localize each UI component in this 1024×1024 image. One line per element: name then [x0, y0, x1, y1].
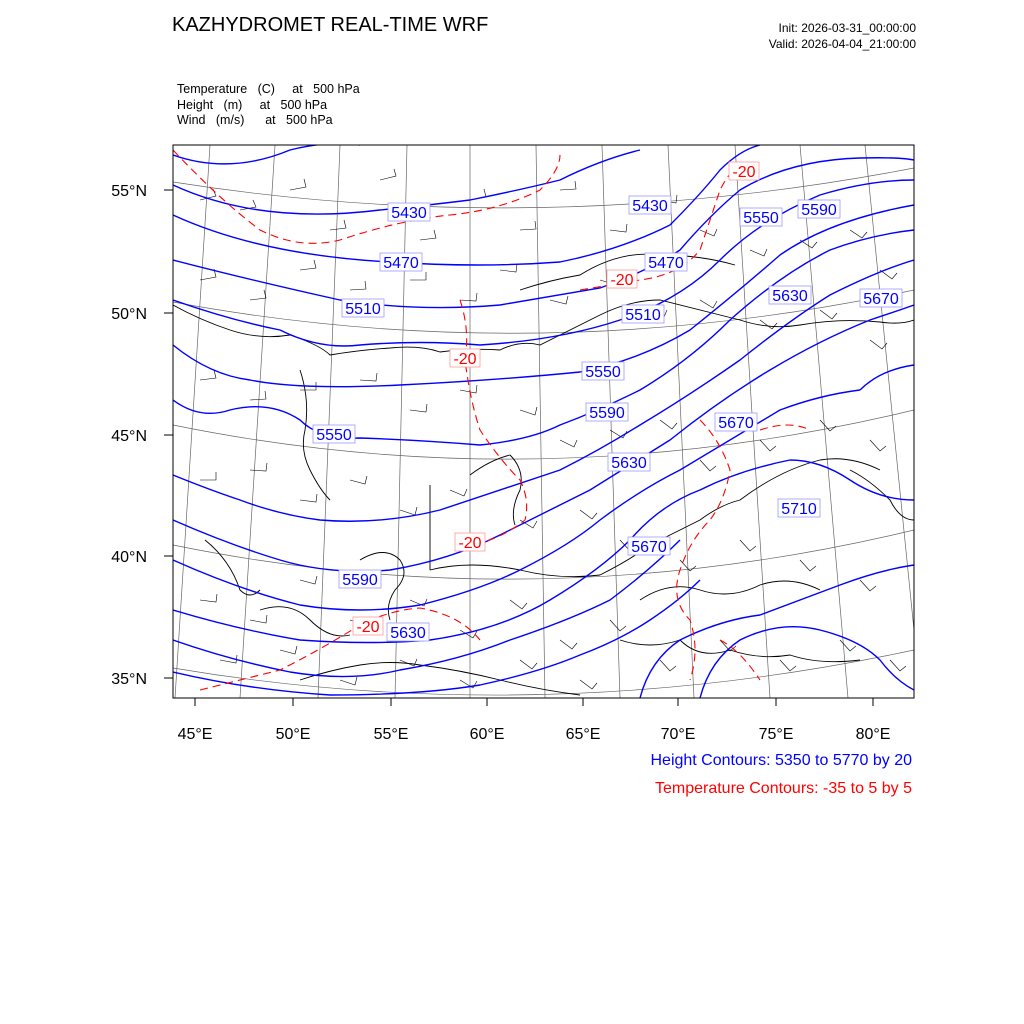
height-label	[628, 537, 670, 556]
svg-text:5550: 5550	[743, 210, 779, 227]
lat-label: 50°N	[111, 306, 147, 323]
svg-text:5430: 5430	[632, 198, 668, 215]
lon-label: 55°E	[373, 726, 409, 743]
height-label	[586, 403, 628, 422]
init-time: Init: 2026-03-31_00:00:00	[778, 21, 916, 35]
svg-text:5550: 5550	[316, 427, 352, 444]
temperature-label	[455, 533, 485, 552]
svg-text:5590: 5590	[342, 572, 378, 589]
lon-label: 80°E	[855, 726, 891, 743]
svg-text:5670: 5670	[718, 415, 754, 432]
height-label	[798, 200, 840, 219]
height-contour-legend: Height Contours: 5350 to 5770 by 20	[650, 752, 912, 769]
temperature-label	[353, 617, 383, 636]
temperature-label	[729, 162, 759, 181]
field-wind: Wind (m/s) at 500 hPa	[177, 113, 333, 127]
height-label	[645, 253, 687, 272]
lon-ticks	[195, 698, 873, 706]
lon-label: 60°E	[469, 726, 505, 743]
lon-label: 75°E	[758, 726, 794, 743]
temperature-contour-legend: Temperature Contours: -35 to 5 by 5	[654, 780, 912, 797]
valid-time: Valid: 2026-04-04_21:00:00	[768, 37, 916, 51]
svg-text:5630: 5630	[390, 625, 426, 642]
lat-label: 40°N	[111, 549, 147, 566]
svg-text:5710: 5710	[781, 501, 817, 518]
svg-text:5470: 5470	[648, 255, 684, 272]
lon-label: 50°E	[275, 726, 311, 743]
field-height: Height (m) at 500 hPa	[177, 97, 328, 112]
height-label	[715, 413, 757, 432]
lat-label: 45°N	[111, 428, 147, 445]
temperature-contours	[173, 150, 810, 690]
height-label	[629, 196, 671, 215]
map-content	[173, 143, 915, 698]
svg-text:5670: 5670	[631, 539, 667, 556]
height-label	[380, 253, 422, 272]
temperature-label	[607, 270, 637, 289]
svg-text:5630: 5630	[611, 455, 647, 472]
svg-text:5630: 5630	[772, 288, 808, 305]
lon-label: 65°E	[565, 726, 601, 743]
lon-label: 45°E	[177, 726, 213, 743]
height-label	[608, 453, 650, 472]
svg-text:5590: 5590	[589, 405, 625, 422]
height-label	[622, 305, 664, 324]
svg-text:5590: 5590	[801, 202, 837, 219]
height-label	[769, 286, 811, 305]
svg-text:5550: 5550	[585, 364, 621, 381]
svg-text:5510: 5510	[345, 301, 381, 318]
lon-label: 70°E	[660, 726, 696, 743]
height-label	[342, 299, 384, 318]
height-label	[582, 362, 624, 381]
svg-text:5430: 5430	[391, 205, 427, 222]
height-label	[388, 203, 430, 222]
height-label	[778, 499, 820, 518]
chart-title: KAZHYDROMET REAL-TIME WRF	[172, 14, 489, 36]
svg-text:-20: -20	[453, 351, 477, 368]
height-label	[387, 623, 429, 642]
field-temperature: Temperature (C) at 500 hPa	[177, 82, 360, 96]
height-label	[860, 289, 902, 308]
svg-text:-20: -20	[732, 164, 756, 181]
svg-text:-20: -20	[610, 272, 634, 289]
lat-ticks	[164, 190, 173, 678]
svg-text:-20: -20	[458, 535, 482, 552]
svg-text:5670: 5670	[863, 291, 899, 308]
svg-text:-20: -20	[356, 619, 380, 636]
height-label	[313, 425, 355, 444]
lat-label: 35°N	[111, 671, 147, 688]
height-label	[339, 570, 381, 589]
height-label	[740, 208, 782, 227]
svg-text:5470: 5470	[383, 255, 419, 272]
svg-text:5510: 5510	[625, 307, 661, 324]
temperature-label	[450, 349, 480, 368]
graticule	[173, 145, 915, 698]
lat-label: 55°N	[111, 183, 147, 200]
